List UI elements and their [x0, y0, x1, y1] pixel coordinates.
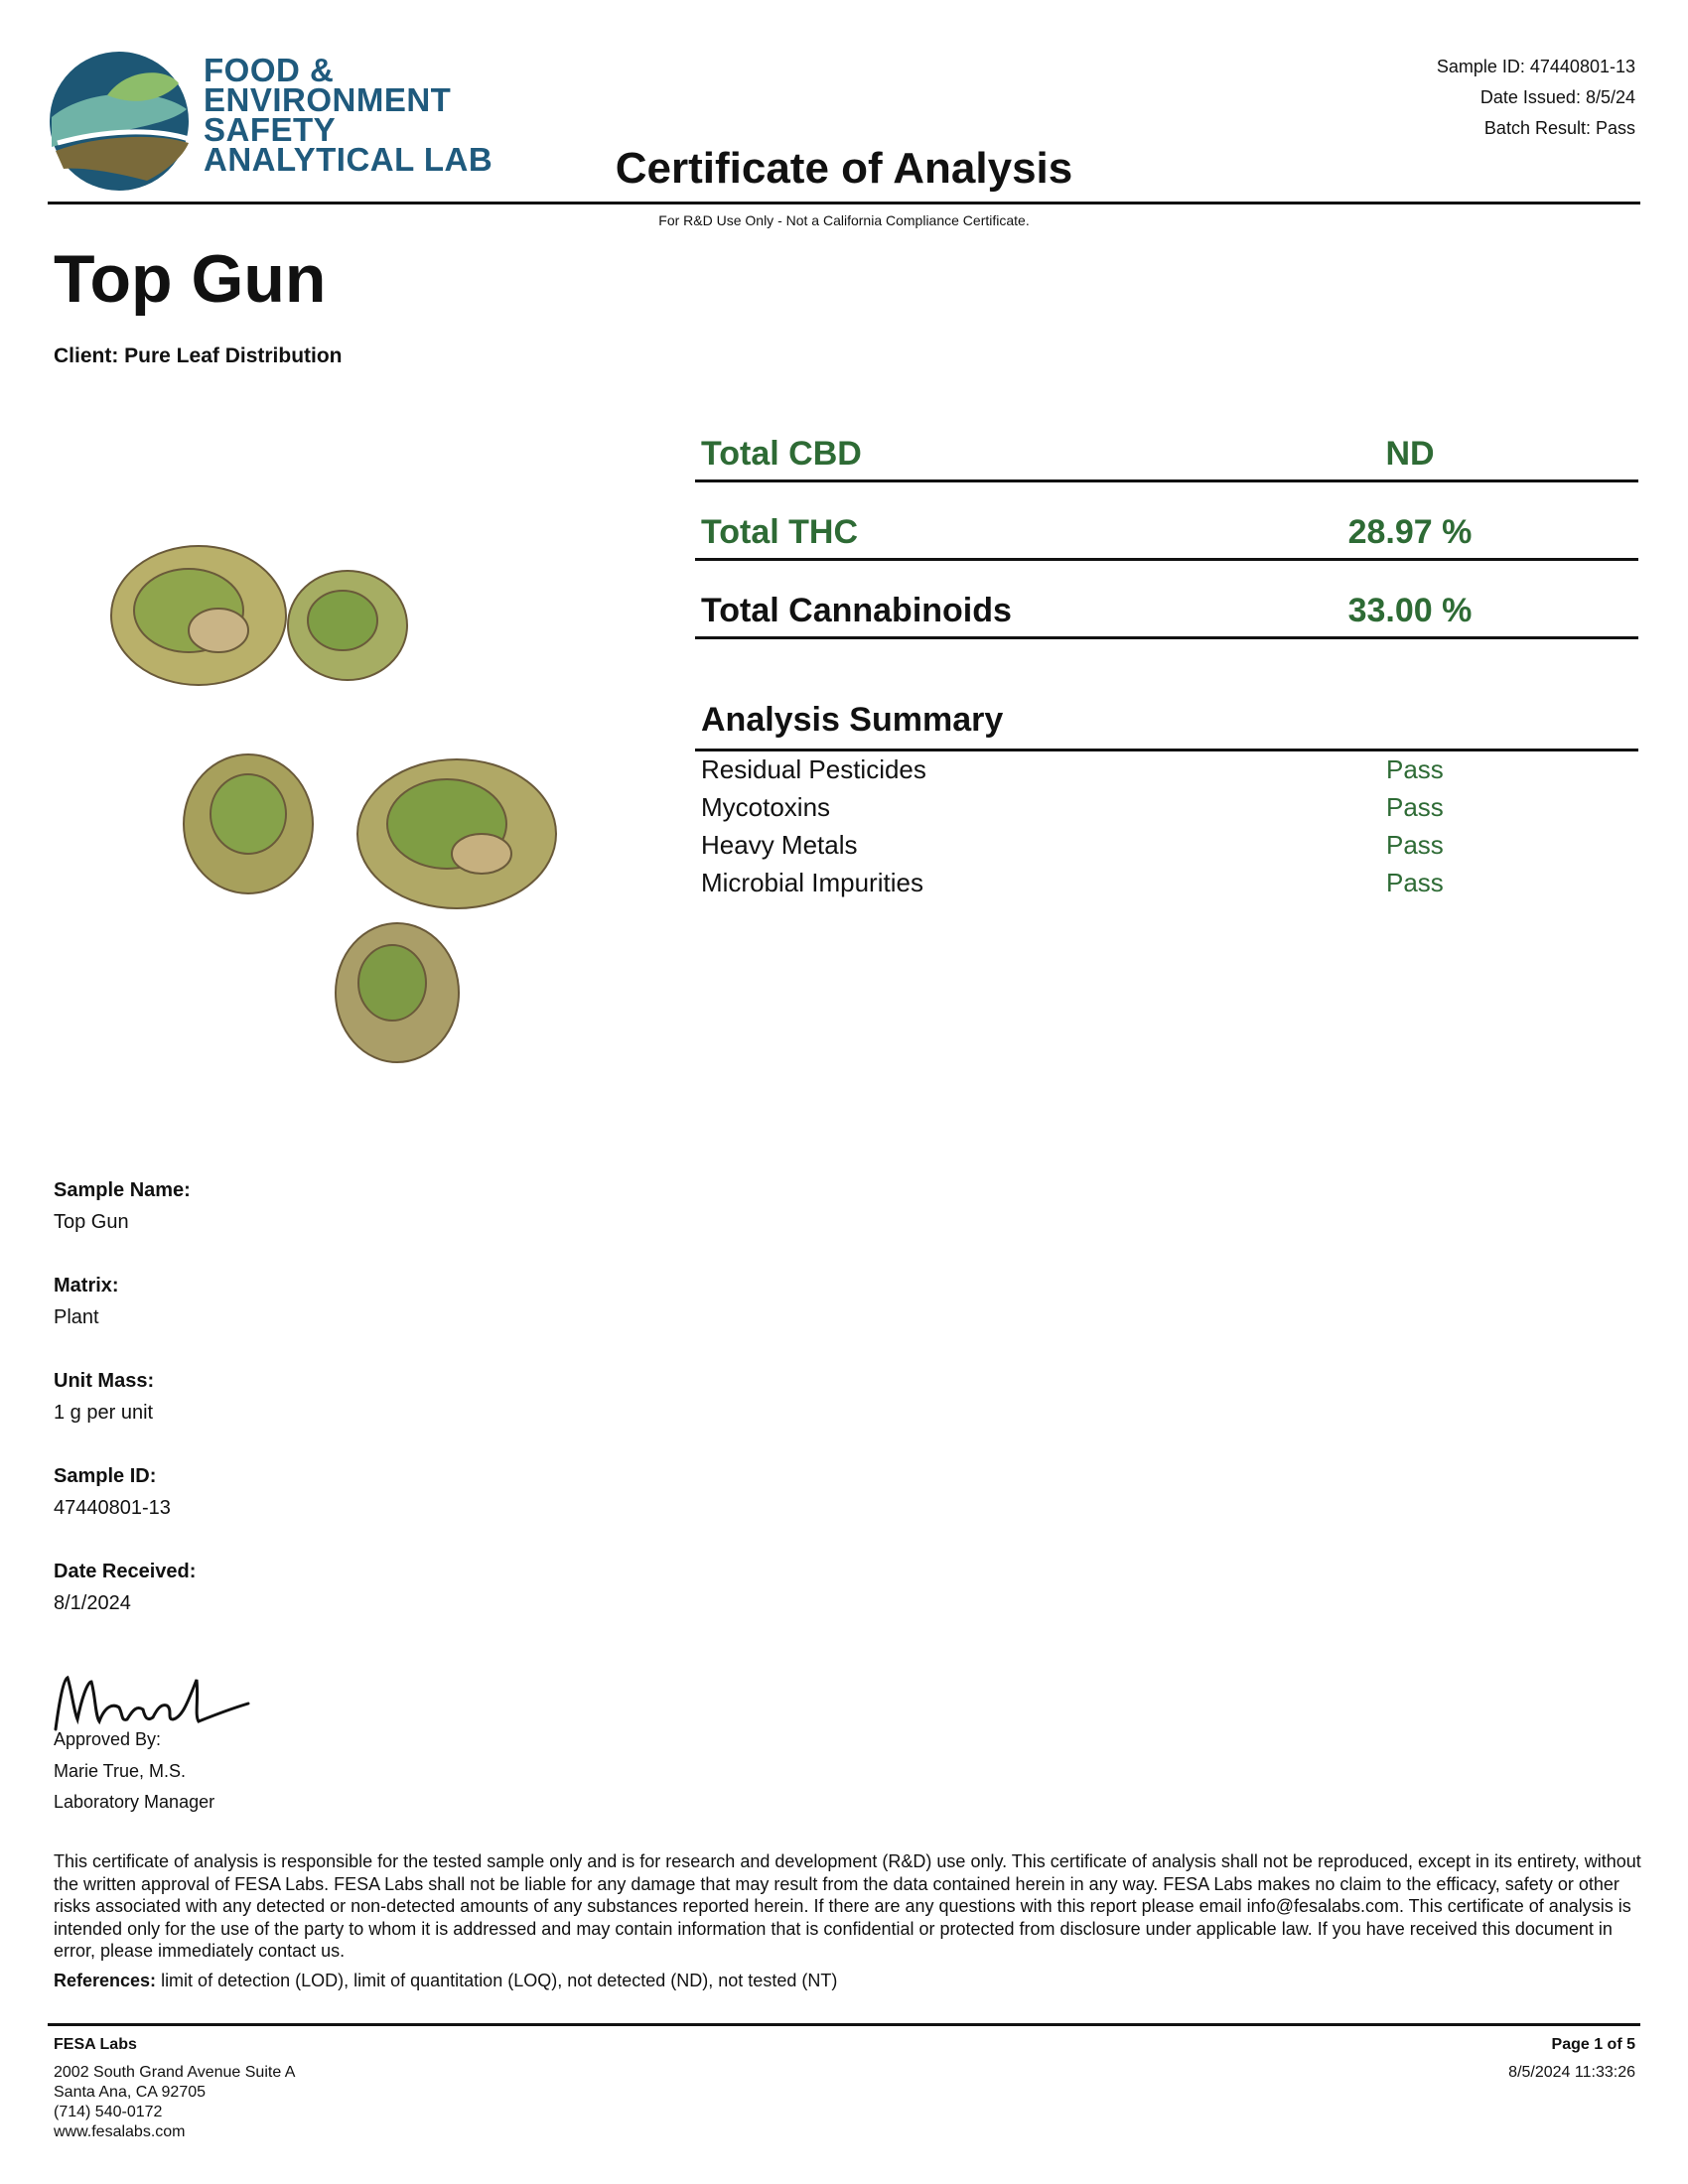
sample-id-label: Sample ID: — [54, 1465, 157, 1487]
logo-wordmark: FOOD & ENVIRONMENT SAFETY ANALYTICAL LAB — [204, 52, 493, 178]
header-meta — [1437, 52, 1635, 144]
client-name: Client: Pure Leaf Distribution — [54, 344, 343, 367]
bud — [111, 546, 286, 685]
unit-mass-value: 1 g per unit — [54, 1402, 154, 1424]
potency-label: Total Cannabinoids — [701, 592, 1012, 629]
summary-row — [701, 792, 1638, 830]
potency-label: Total THC — [701, 513, 859, 551]
bud — [184, 754, 313, 893]
summary-row — [701, 868, 1638, 905]
summary-result: Pass — [1386, 792, 1444, 822]
sample-id-value: 47440801-13 — [54, 1497, 171, 1519]
potency-label: Total CBD — [701, 435, 862, 473]
references — [54, 1971, 837, 1991]
potency-row-total — [695, 564, 1638, 639]
sample-name-label: Sample Name: — [54, 1179, 191, 1201]
date-received-value: 8/1/2024 — [54, 1592, 131, 1614]
footer-website-link[interactable]: www.fesalabs.com — [54, 2123, 186, 2140]
disclaimer-text: This certificate of analysis is responsible for the tested sample only and is for research and development (R&D) use only. This certificate of analysis shall not be reproduced, except in its entirety, without the written approval of FESA Labs. FESA Labs shall not be liable for any damage that may result from the data contained herein in any way. FESA Labs makes no claim to the efficacy, safety or other risks associated with any detected or non-detected amounts of any substances reported herein. If there are any questions with this report please email info@fesalabs.com. This certificate of analysis is intended only for the use of the party to whom it is addressed and may contain information that is confidential or protected from disclosure under applicable law. If you have received this document in error, please immediately contact us. — [54, 1851, 1641, 1961]
unit-mass-label: Unit Mass: — [54, 1370, 155, 1392]
sample-name-value: Top Gun — [54, 1211, 129, 1233]
summary-result: Pass — [1386, 754, 1444, 784]
approver-role: Laboratory Manager — [54, 1792, 215, 1812]
bud — [336, 923, 459, 1062]
footer-divider — [48, 2023, 1640, 2026]
analysis-summary-title: Analysis Summary — [701, 701, 1004, 739]
footer-timestamp: 8/5/2024 11:33:26 — [1508, 2064, 1635, 2081]
product-name: Top Gun — [54, 241, 327, 317]
product-photo — [99, 516, 596, 1072]
header-sample-id: Sample ID: 47440801-13 — [1436, 57, 1635, 76]
footer-phone: (714) 540-0172 — [54, 2104, 163, 2120]
page-number: Page 1 of 5 — [1551, 2036, 1635, 2053]
potency-value: 33.00 % — [1347, 592, 1473, 629]
summary-test-name: Residual Pesticides — [701, 754, 926, 784]
footer-address — [54, 2035, 295, 2142]
approved-by-label: Approved By: — [54, 1729, 162, 1749]
potency-row-thc — [695, 485, 1638, 561]
matrix-label: Matrix: — [54, 1275, 119, 1297]
references-text: limit of detection (LOD), limit of quantitation (LOQ), not detected (ND), not tested (NT) — [156, 1971, 838, 1990]
summary-test-name: Mycotoxins — [701, 792, 831, 822]
signature — [50, 1660, 258, 1739]
header-divider — [48, 202, 1640, 205]
potency-value: ND — [1385, 435, 1435, 473]
approver-name: Marie True, M.S. — [54, 1761, 187, 1781]
potency-row-cbd — [695, 407, 1638, 482]
footer-company: FESA Labs — [54, 2036, 137, 2053]
document-title: Certificate of Analysis — [615, 144, 1073, 193]
footer-address-line: 2002 South Grand Avenue Suite A — [54, 2064, 296, 2081]
header-date-issued: Date Issued: 8/5/24 — [1479, 87, 1635, 107]
footer-page-info — [1508, 2035, 1635, 2083]
summary-row — [701, 830, 1638, 868]
potency-value: 28.97 % — [1347, 513, 1473, 551]
references-label: References: — [54, 1971, 157, 1990]
summary-result: Pass — [1386, 868, 1444, 897]
summary-result: Pass — [1386, 830, 1444, 860]
matrix-value: Plant — [54, 1306, 99, 1328]
analysis-summary-divider — [695, 749, 1638, 751]
summary-row — [701, 754, 1638, 792]
rnd-note: For R&D Use Only - Not a California Compliance Certificate. — [658, 212, 1030, 228]
date-received-label: Date Received: — [54, 1561, 197, 1582]
bud — [288, 571, 407, 680]
header-batch-result: Batch Result: Pass — [1483, 118, 1635, 138]
summary-test-name: Microbial Impurities — [701, 868, 923, 897]
bud — [357, 759, 556, 908]
summary-test-name: Heavy Metals — [701, 830, 858, 860]
footer-address-line: Santa Ana, CA 92705 — [54, 2084, 207, 2101]
